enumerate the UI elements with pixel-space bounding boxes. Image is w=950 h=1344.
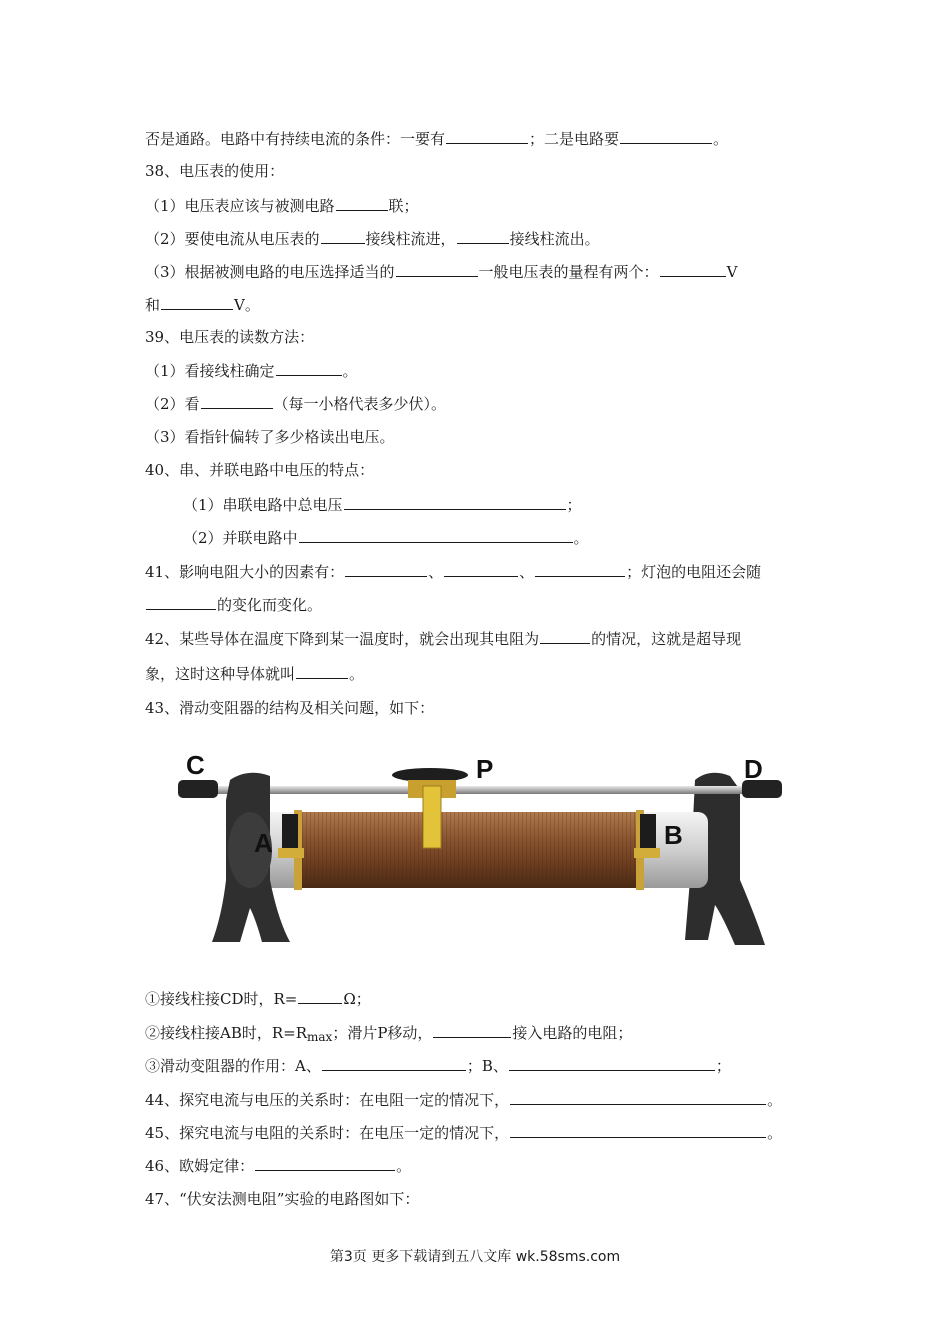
question-43-item-3: ③滑动变阻器的作用：A、 ；B、 ； (145, 1057, 731, 1075)
answer-blank[interactable] (345, 561, 427, 577)
answer-blank[interactable] (298, 988, 342, 1004)
question-40-item-1: （1）串联电路中总电压 ； (183, 496, 582, 514)
answer-blank[interactable] (344, 494, 566, 510)
answer-blank[interactable] (322, 1055, 466, 1071)
question-41-cont: 的变化而变化。 (145, 594, 322, 615)
question-39-item-3: （3）看指针偏转了多少格读出电压。 (145, 428, 395, 446)
slider-contact (423, 786, 441, 848)
question-39-item-2: （2）看 （每一小格代表多少伏）。 (145, 395, 447, 413)
answer-blank[interactable] (510, 1122, 766, 1138)
metal-rod (190, 786, 750, 794)
answer-blank[interactable] (457, 228, 509, 244)
answer-blank[interactable] (276, 360, 342, 376)
label-a: A (254, 828, 273, 858)
question-40-item-2: （2）并联电路中 。 (183, 529, 589, 547)
answer-blank[interactable] (201, 393, 273, 409)
question-43-title: 43、滑动变阻器的结构及相关问题，如下： (145, 699, 435, 717)
label-c: C (186, 750, 205, 780)
question-42: 42、某些导体在温度下降到某一温度时，就会出现其电阻为 的情况，这就是超导现 (145, 630, 742, 648)
label-p: P (476, 754, 494, 784)
answer-blank[interactable] (255, 1155, 395, 1171)
question-43-item-2: ②接线柱接AB时，$R=R_{max}$；滑片P移动， 接入电路的电阻； (145, 1024, 633, 1044)
question-42-cont: 象，这时这种导体就叫 。 (145, 665, 365, 683)
answer-blank[interactable] (660, 261, 726, 277)
terminal-a-post (282, 814, 298, 852)
answer-blank[interactable] (535, 561, 625, 577)
question-38-item-2: （2）要使电流从电压表的 接线柱流进， 接线柱流出。 (145, 230, 600, 248)
question-45: 45、探究电流与电阻的关系时：在电压一定的情况下， 。 (145, 1124, 783, 1142)
question-38-title: 38、电压表的使用： (145, 162, 285, 180)
question-39-title: 39、电压表的读数方法： (145, 328, 315, 346)
page-footer: 第3页 更多下载请到五八文库 wk.58sms.com (329, 1249, 621, 1265)
answer-blank[interactable] (510, 1089, 766, 1105)
answer-blank[interactable] (336, 195, 388, 211)
answer-blank[interactable] (433, 1022, 511, 1038)
question-47-title: 47、“伏安法测电阻”实验的电路图如下： (145, 1190, 420, 1208)
answer-blank[interactable] (161, 294, 233, 310)
rheostat-diagram (170, 730, 810, 970)
label-d: D (744, 754, 763, 784)
question-43-item-1: ①接线柱接CD时，R= Ω； (145, 990, 371, 1008)
question-44: 44、探究电流与电压的关系时：在电阻一定的情况下， 。 (145, 1091, 783, 1109)
question-46: 46、欧姆定律： 。 (145, 1157, 412, 1175)
terminal-b-post (640, 814, 656, 852)
terminal-c-knob (178, 780, 218, 798)
answer-blank[interactable] (296, 663, 348, 679)
answer-blank[interactable] (321, 228, 365, 244)
answer-blank[interactable] (446, 128, 528, 144)
question-40-title: 40、串、并联电路中电压的特点： (145, 461, 375, 479)
question-39-item-1: （1）看接线柱确定 。 (145, 362, 358, 380)
label-b: B (664, 820, 683, 850)
answer-blank[interactable] (444, 561, 518, 577)
answer-blank[interactable] (396, 261, 478, 277)
answer-blank[interactable] (540, 628, 590, 644)
answer-blank[interactable] (146, 594, 216, 610)
answer-blank[interactable] (299, 527, 573, 543)
answer-blank[interactable] (620, 128, 712, 144)
question-41: 41、影响电阻大小的因素有： 、 、 ；灯泡的电阻还会随 (145, 563, 762, 581)
line-37-tail: 否是通路。电路中有持续电流的条件：一要有 ；二是电路要 。 (145, 130, 729, 148)
question-38-item-3: （3）根据被测电路的电压选择适当的 一般电压表的量程有两个： V (145, 263, 738, 281)
question-38-item-1: （1）电压表应该与被测电路 联； (145, 197, 419, 215)
answer-blank[interactable] (509, 1055, 715, 1071)
question-38-item-3-cont: 和 V。 (145, 296, 260, 314)
rheostat-figure (170, 730, 810, 970)
slider-knob (392, 768, 468, 782)
